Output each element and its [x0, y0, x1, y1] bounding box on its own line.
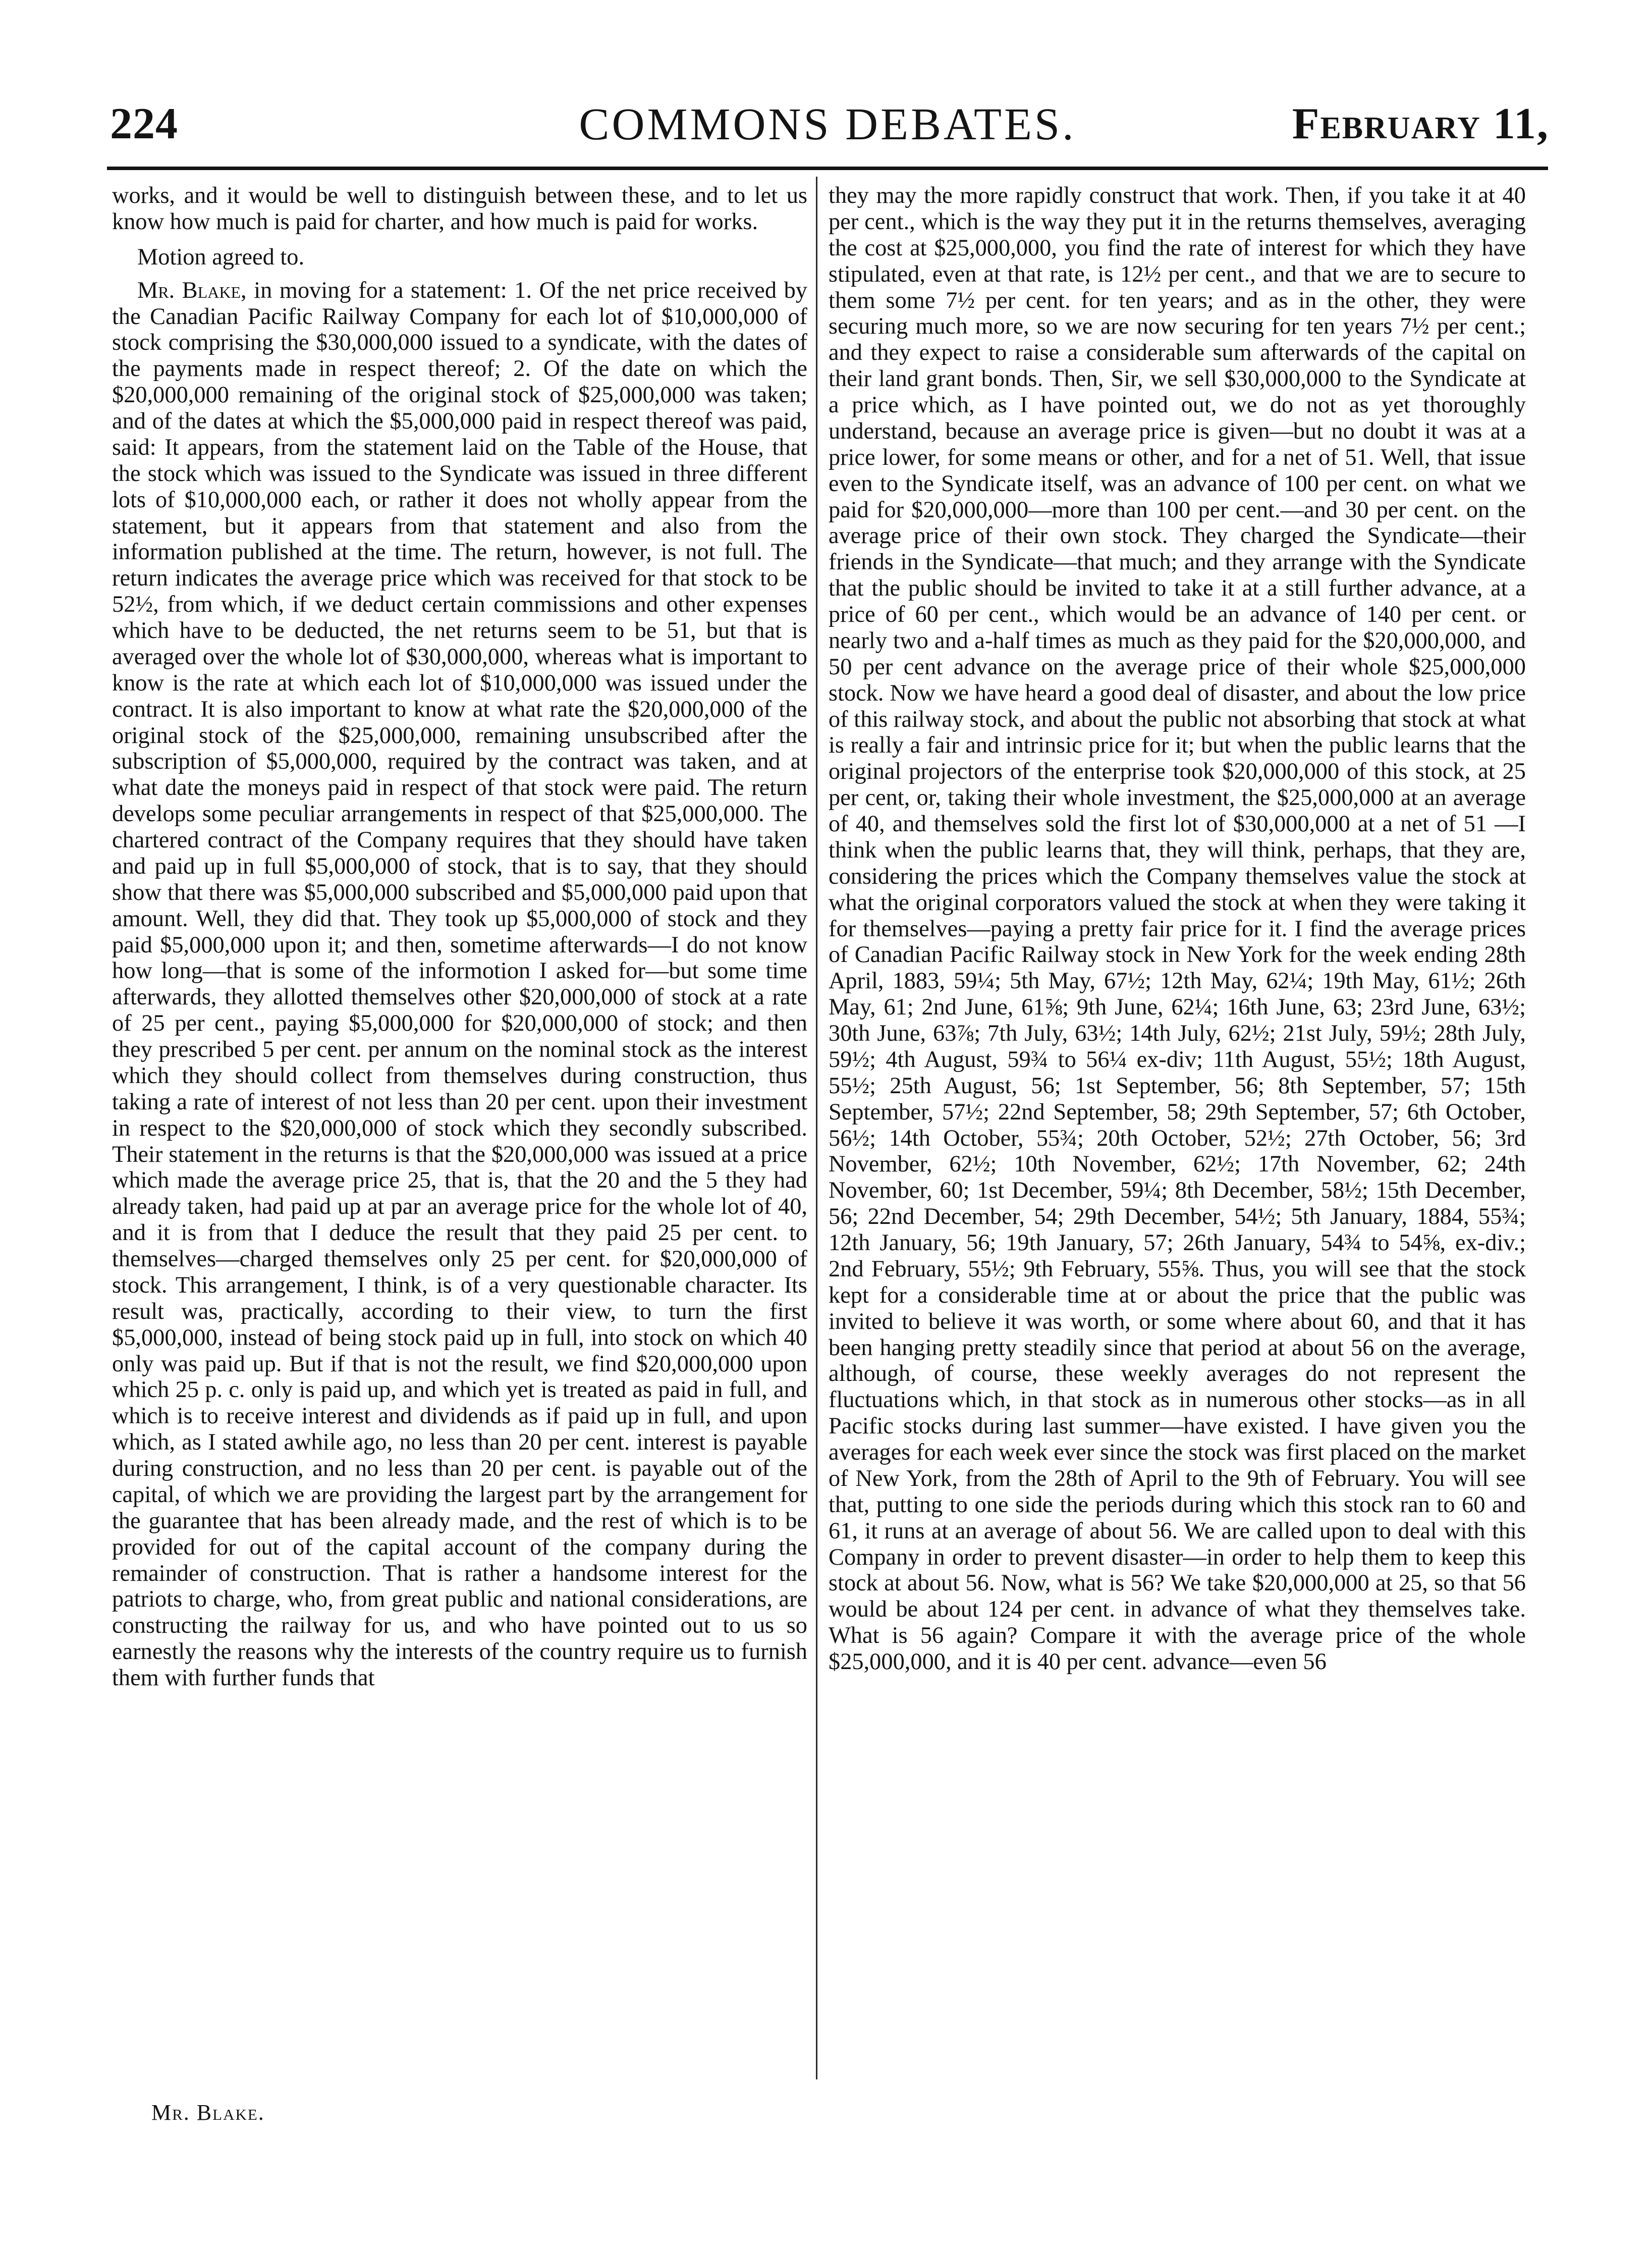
left-paragraph-1: works, and it would be well to distinguish between these, and to let us know how much is paid for charter, and how much is paid for works. [112, 183, 807, 235]
right-column [829, 183, 1526, 1675]
right-paragraph-1: they may the more rapidly construct that work. Then, if you take it at 40 per cent., which is the way they put it in the returns themselves, averaging the cost at $25,000,000, you find the rate of interest for which they have stipulated, even at that rate, is 12½ per cent., and that we are to secure to them some 7½ per cent. for ten years; and as in the other, they were securing much more, so we are now securing for ten years 7½ per cent.; and they expect to raise a considerable sum afterwards of the capital on their land grant bonds. Then, Sir, we sell $30,000,000 to the Syndicate at a price which, as I have pointed out, we do not as yet thoroughly understand, because an average price is given—but no doubt it was at a price lower, for some means or other, and for a net of 51. Well, that issue even to the Syndicate itself, was an advance of 100 per cent. on what we paid for $20,000,000—more than 100 per cent.—and 30 per cent. on the average price of their own stock. They charged the Syndicate—their friends in the Syndicate—that much; and they arrange with the Syndicate that the public should be invited to take it at a still further advance, at a price of 60 per cent., which would be an advance of 140 per cent. or nearly two and a-half times as much as they paid for the $20,000,000, and 50 per cent advance on the average price of their whole $25,000,000 stock. Now we have heard a good deal of disaster, and about the low price of this railway stock, and about the public not absorbing that stock at what is really a fair and intrinsic price for it; but when the public learns that the original projectors of the enterprise took $20,000,000 of this stock, at 25 per cent, or, taking their whole investment, the $25,000,000 at an average of 40, and themselves sold the first lot of $30,000,000 at a net of 51 —I think when the public learns that, they will think, perhaps, that they are, considering the prices which the Company themselves value the stock at what the original corporators valued the stock at when they were taking it for themselves—paying a pretty fair price for it. I find the average prices of Canadian Pacific Railway stock in New York for the week ending 28th April, 1883, 59¼; 5th May, 67½; 12th May, 62¼; 19th May, 61½; 26th May, 61; 2nd June, 61⅝; 9th June, 62¼; 16th June, 63; 23rd June, 63½; 30th June, 63⅞; 7th July, 63½; 14th July, 62½; 21st July, 59½; 28th July, 59½; 4th August, 59¾ to 56¼ ex-div; 11th August, 55½; 18th August, 55½; 25th August, 56; 1st September, 56; 8th September, 57; 15th September, 57½; 22nd September, 58; 29th September, 57; 6th October, 56½; 14th October, 55¾; 20th October, 52½; 27th October, 56; 3rd November, 62½; 10th November, 62½; 17th November, 62; 24th November, 60; 1st December, 59¼; 8th December, 58½; 15th December, 56; 22nd December, 54; 29th December, 54½; 5th January, 1884, 55¾; 12th January, 56; 19th January, 57; 26th January, 54¾ to 54⅝, ex-div.; 2nd February, 55½; 9th February, 55⅝. Thus, you will see that the stock kept for a considerable time at or about the price that the public was invited to believe it was worth, or some where about 60, and that it has been hanging pretty steadily since that period at about 56 on the average, although, of course, these weekly averages do not represent the fluctuations which, in that stock as in numerous other stocks—as in all Pacific stocks during last summer—have existed. I have given you the averages for each week ever since the stock was first placed on the market of New York, from the 28th of April to the 9th of February. You will see that, putting to one side the periods during which this stock ran to 60 and 61, it runs at an average of about 56. We are called upon to deal with this Company in order to prevent disaster—in order to help them to keep this stock at about 56. Now, what is 56? We take $20,000,000 at 25, so that 56 would be about 124 per cent. in advance of what they themselves take. What is 56 again? Compare it with the average price of the whole $25,000,000, and it is 40 per cent. advance—even 56 [829, 183, 1526, 1675]
page-number: 224 [110, 99, 178, 148]
page-header [106, 98, 1549, 164]
left-paragraph-2-text: in moving for a statement: 1. Of the net price received by the Canadian Pacific Railway Company for each lot of $10,000,000 of stock comprising the $30,000,000 issued to a syndicate, with the dates of the payments made in respect thereof; 2. Of the date on which the $20,000,000 remaining of the original stock of $25,000,000 was taken; and of the dates at which the $5,000,000 paid in respect thereof was paid, said: It appears, from the statement laid on the Table of the House, that the stock which was issued to the Syndicate was issued in three different lots of $10,000,000 each, or rather it does not wholly appear from the statement, but it appears from that statement and also from the information published at the time. The return, however, is not full. The return indicates the average price which was received for that stock to be 52½, from which, if we deduct certain commissions and other expenses which have to be deducted, the net returns seem to be 51, but that is averaged over the whole lot of $30,000,000, whereas what is important to know is the rate at which each lot of $10,000,000 was issued under the contract. It is also important to know at what rate the $20,000,000 of the original stock of the $25,000,000, remaining unsubscribed after the subscription of $5,000,000, required by the contract was taken, and at what date the moneys paid in respect of that stock were paid. The return develops some peculiar arrangements in respect of that $25,000,000. The chartered contract of the Company requires that they should have taken and paid up in full $5,000,000 of stock, that is to say, that they should show that there was $5,000,000 subscribed and $5,000,000 paid upon that amount. Well, they did that. They took up $5,000,000 of stock and they paid $5,000,000 upon it; and then, sometime afterwards—I do not know how long—that is some of the informotion I asked for—but some time afterwards, they allotted themselves other $20,000,000 of stock at a rate of 25 per cent., paying $5,000,000 for $20,000,000 of stock; and then they prescribed 5 per cent. per annum on the nominal stock as the interest which they should collect from themselves during construction, thus taking a rate of interest of not less than 20 per cent. upon their investment in respect to the $20,000,000 of stock which they secondly subscribed. Their statement in the returns is that the $20,000,000 was issued at a price which made the average price 25, that is, that the 20 and the 5 they had already taken, had paid up at par an average price for the whole lot of 40, and it is from that I deduce the result that they paid 25 per cent. to themselves—charged themselves only 25 per cent. for $20,000,000 of stock. This arrangement, I think, is of a very questionable character. Its result was, practically, according to their view, to turn the first $5,000,000, instead of being stock paid up in full, into stock on which 40 only was paid up. But if that is not the result, we find $20,000,000 upon which 25 p. c. only is paid up, and which yet is treated as paid in full, and which is to receive interest and dividends as if paid up in full, and upon which, as I stated awhile ago, no less than 20 per cent. interest is payable during construction, and no less than 20 per cent. is payable out of the capital, of which we are providing the largest part by the arrangement for the guarantee that has been already made, and the rest of which is to be provided for out of the capital account of the company during the remainder of construction. That is rather a handsome interest for the patriots to charge, who, from great public and national considerations, are constructing the railway for us, and who have pointed out to us so earnestly the reasons why the interests of the country require us to furnish them with further funds that [112, 277, 808, 1691]
left-column [112, 183, 807, 1691]
footer-speaker: Mr. Blake. [151, 2100, 265, 2125]
motion-agreed: Motion agreed to. [137, 244, 305, 270]
running-title: COMMONS DEBATES. [579, 99, 1076, 149]
speaker-name: Mr. Blake, [137, 277, 247, 303]
header-rule [107, 167, 1548, 170]
column-divider [816, 177, 817, 2079]
left-paragraph-2 [112, 278, 807, 1691]
header-date: February 11, [1292, 99, 1549, 148]
